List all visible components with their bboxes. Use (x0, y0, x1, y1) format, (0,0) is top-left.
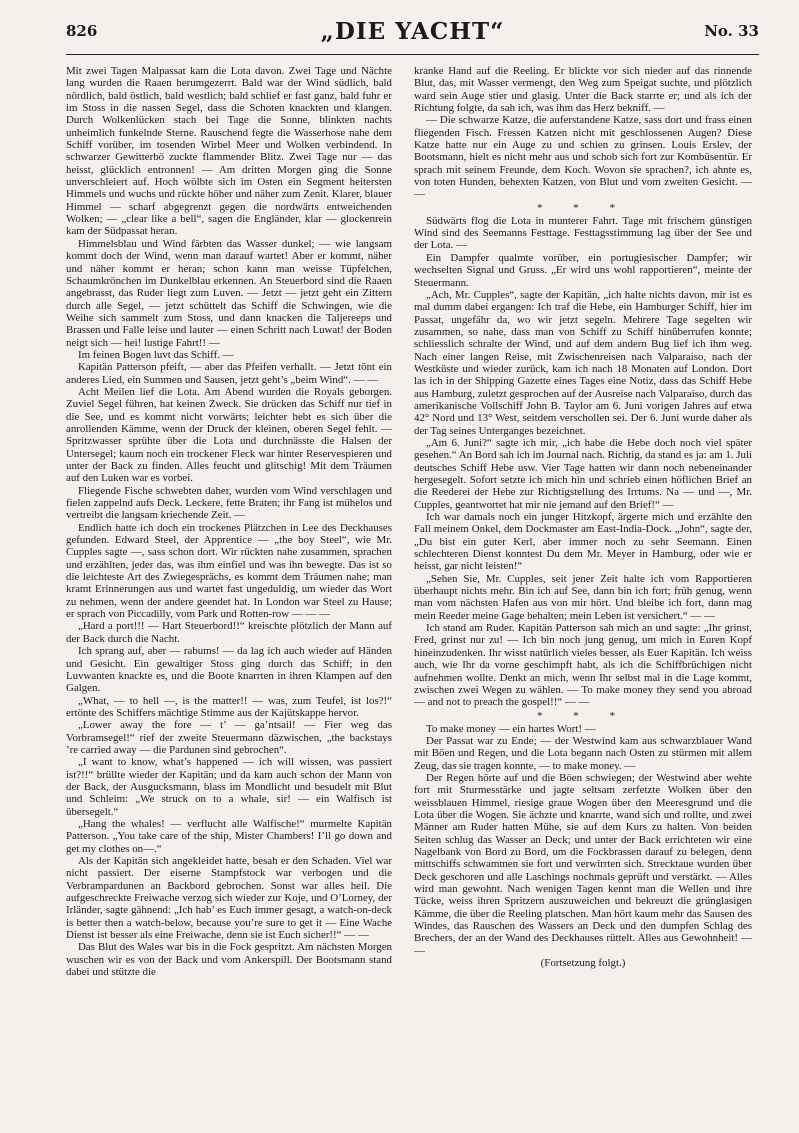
paragraph: To make money — ein hartes Wort! — (425, 722, 596, 735)
paragraph: Ein Dampfer qualmte vorüber, ein portugiesischer Dampfer; wir wechselten Signal und Gruss. „Er wird uns wohl rapportieren“, meinte der Steuermann. (414, 251, 752, 289)
paragraph: Ich sprang auf, aber — rabums! — da lag ich auch wieder auf Händen und Gesicht. Ein gewaltiger Stoss ging durch das Schiff; in den Luvwanten knackte es, und die Boote knarrten in ihren Klampen auf den Galgen. (66, 645, 392, 695)
paragraph: „What, — to hell —, is the matter!! — was, zum Teufel, ist los?!“ ertönte des Schiffers mächtige Stimme aus der Kajütskappe hervor. (66, 694, 392, 719)
section-divider: * * * (537, 201, 629, 214)
paragraph: „Am 6. Juni?“ sagte ich mir, „ich habe die Hebe doch noch viel später gesehen.“ An Bord sah ich im Journal nach. Richtig, da stand es ja: am 1. Juli deutsches Schiff Hebe usw. Vier Tage hatten wir dann noch nebeneinander hergesegelt. Sofort setzte ich mich hin und schrieb einen höflichen Brief an die Reederei der Hebe zur Richtigstellung des Irrtums. Na — und —, Mr. Cupples, geantwortet hat mir nie jemand auf den Brief!“ — (414, 436, 752, 511)
paragraph: „Hang the whales! — verflucht alle Walfische!“ murmelte Kapitän Patterson. „You take care of the ship, Mister Chambers! I’ll go down and get my clothes on—.“ (66, 817, 392, 855)
paragraph: „Hard a port!!! — Hart Steuerbord!!“ kreischte plötzlich der Mann auf der Back durch die Nacht. (66, 620, 392, 645)
paragraph: Der Passat war zu Ende; — der Westwind kam aus schwarzblauer Wand mit Böen und Regen, und die Lota begann nach Osten zu stürmen mit allem Zeug, das sie tragen konnte, — to make money. — (414, 734, 752, 772)
paragraph: kranke Hand auf die Reeling. Er blickte vor sich nieder auf das rinnende Blut, das, mit Wasser vermengt, den Weg zum Speigat suchte, und plötzlich ward sein Auge stier und glasig. Unter die Back starrte er; und als ich der Richtung folgte, da sah ich, was ihm das Herz bekniff. — (414, 65, 752, 115)
page-header (66, 18, 759, 55)
paragraph: Das Blut des Wales war bis in die Fock gespritzt. Am nächsten Morgen wuschen wir es von der Back und vom Ankerspill. Der Bootsmann stand dabei und stützte die (66, 941, 392, 979)
paragraph: Endlich hatte ich doch ein trockenes Plätzchen in Lee des Deckhauses gefunden. Edward Steel, der Apprentice — „the boy Steel“, wie Mr. Cupples sagte —, sass schon dort. Wir rückten nahe zusammen, sprachen und erzählten, jeder das, was ihm einfiel und was ihn bewegte. Das ist so die leichteste Art des Zwiegesprächs, es kommt dem Träumen nahe; man kramt Erinnerungen aus und wartet fast ungeduldig, um wieder das Wort zu nehmen, wenn der andere geendet hat. In London war Steel zu Hause; er sprach von Piccadilly, vom Park und Rotten-row — — — (66, 521, 392, 621)
paragraph: Ich war damals noch ein junger Hitzkopf, ärgerte mich und erzählte den Fall meinem Onkel, dem Dockmaster am East-India-Dock. „John“, sagte der, „Du bist ein guter Kerl, aber immer noch zu sehr Seemann. Einen schlechteren Dienst konntest Du dem Mr. Meyer in Hamburg, oder wie er heisst, gar nicht leisten!“ (414, 511, 752, 573)
paragraph: Fliegende Fische schwebten daher, wurden vom Wind verschlagen und fielen zappelnd aufs Deck. Leckere, fette Braten; ihr Fang ist mühelos und vertreibt die langsam kriechende Zeit. — (66, 484, 392, 522)
paragraph: Ich stand am Ruder. Kapitän Patterson sah mich an und sagte: „Ihr grinst, Fred, grinst nur zu! — Ich bin noch jung genug, um mich in Euren Kopf hineinzudenken. Ihr wisst natürlich vieles besser, als Euer Kapitän. Ich weiss auch, wie Ihr da vorne geschimpft habt, als ich die Schiffbrüchigen nicht aufnehmen wollte. Denkt an mich, wenn Ihr selbst mal in die Lage kommt, zwischen zwei Wegen zu wählen. — To make money they send you abroad — and not to preach the gospel!!“ — — (414, 622, 752, 709)
continuation-note: (Fortsetzung folgt.) (540, 957, 626, 970)
journal-title: „DIE YACHT“ (320, 18, 505, 45)
page-number: 826 (66, 22, 98, 40)
section-divider: * * * (537, 709, 629, 722)
paragraph: Im feinen Bogen luvt das Schiff. — (77, 348, 234, 361)
paragraph: „Ach, Mr. Cupples“, sagte der Kapitän, „ich halte nichts davon, mir ist es mal dumm dabei ergangen: Ich traf die Hebe, ein Hamburger Schiff, hier im Passat, ungefähr da, wo wir jetzt segeln. Mehrere Tage segelten wir zusammen, so nahe, dass man von Schiff zu Schiff hinüberrufen konnte; schliesslich schralte der Wind, und auf dem andern Bug lief ich ihm weg. Nach einer langen Reise, mit Zwischenreisen nach Valparaiso, nach der Westküste und wieder zurück, kam ich nach 18 Monaten auf London. Dort las ich in der Shipping Gazette eines Tages eine Notiz, dass das Schiff Hebe aus Hamburg, zuletzt gesprochen auf der Ausreise nach Valparaiso, durch das amerikanische Vollschiff John B. Taylor am 6. Juni vorigen Jahres auf etwa 42° Nord und 13° West, seitdem verschollen sei. Der 6. Juni wurde daher als der Tag seines Unterganges bezeichnet. (414, 288, 752, 437)
paragraph: Der Regen hörte auf und die Böen schwiegen; der Westwind aber wehte fort mit Sturmesstärke und jagte seltsam zerfetzte Wolken über den weissblauen Himmel, riesige graue Wogen über den Meeresgrund und die Lota über die Wogen. Sie ächzte und knarrte, wand sich und rollte, und zwei Männer am Ruder hatten Mühe, sie auf dem Kurs zu halten. Von beiden Seiten schlug das Wasser an Deck; und unter der Back errichteten wir eine Nagelbank von Bord zu Bord, um die Fockbrassen darauf zu belegen, denn mittschiffs schwammen sie fort und verwirrten sich. Strecktaue wurden über Deck geschoren und alle Laschings nochmals geprüft und verstärkt. — Alles wird man gewohnt. Nach wenigen Tagen kennt man die Wellen und ihre Tücke, weiss ihren Spritzern auszuweichen und bekreuzt die grünglasigen Kämme, die über die Reeling platschen. Man hört kaum mehr das Sausen des Windes, das Rauschen des Wassers an Deck und den dumpfen Schlag des Brechers, der an der Wand des Deckhauses rüttelt. Alles aus Gewohnheit! — — (414, 771, 752, 957)
paragraph: Als der Kapitän sich angekleidet hatte, besah er den Schaden. Viel war nicht passiert. Der eiserne Stampfstock war verbogen und die Verbrampardunen an Backbord gebrochen. Sonst war alles heil. Die aufgeschreckte Freiwache verzog sich wieder zur Koje, und O’Lorney, der Irländer, sagte gähnend: „Ich hab’ es Euch immer gesagt, a watch-on-deck is better then a watch-below, because you’re sure to get it — Eine Wache Dienst ist besser als eine Freiwache, denn sie ist Euch sicher!!“ — — (66, 855, 392, 942)
paragraph: Südwärts flog die Lota in munterer Fahrt. Tage mit frischem günstigen Wind sind des Seemanns Festtage. Festtagsstimmung lag über der See und der Lota. — (414, 214, 752, 252)
issue-number: No. 33 (704, 22, 759, 40)
paragraph: „Lower away the fore — t’ — ga’ntsail! — Fier weg das Vorbramsegel!“ rief der zweite Steuermann däzwischen, „the backstays ’re carried away — die Pardunen sind gebrochen“. (66, 719, 392, 756)
paragraph: „Sehen Sie, Mr. Cupples, seit jener Zeit halte ich vom Rapportieren überhaupt nichts mehr. Bin ich auf See, dann bin ich fort; früh genug, wenn man vom nächsten Hafen aus von mir hört. Und bleibe ich fort, dann mag mein Reeder meine Gage behalten; mein Leben ist versichert.“ — — (414, 572, 752, 622)
paragraph: Himmelsblau und Wind färbten das Wasser dunkel; — wie langsam kommt doch der Wind, wenn man darauf wartet! Aber er kommt, näher und näher kommt er heran; schon kann man weisse Tüpfelchen, Schaumkrönchen im Dunkelblau erkennen. An Steuerbord sind die Raaen angebrasst, das Ruder liegt zum Luven. — Jetzt — jetzt geht ein Zittern durch alle Segel, — jetzt schüttelt das Schiff die Schwingen, wie die Weihe sich sammelt zum Stoss, und dann knacken die Taljereeps und Brassen und Falle leise und lauter — einen Schritt nach Luwat! der Boden neigt sich — hei! lustige Fahrt!! — (66, 237, 392, 349)
paragraph: Acht Meilen lief die Lota. Am Abend wurden die Royals geborgen. Zuviel Segel führen, hat keinen Zweck. Sie drücken das Schiff nur tief in die See, und es kommt nicht vorwärts; leichter hebt es sich über die anrollenden Kämme, wenn der Druck der kleinen, oberen Segel fehlt. — Spritzwasser sprühte über die Lota und durchnässte die Halsen der Untersegel; kaum noch ein trockener Fleck war hinter Reservespieren und unter der Back zu finden. Alles feucht und glitschig! Mit dem Träumen auf den Luken war es vorbei. (66, 385, 392, 485)
right-column (414, 65, 752, 1115)
paragraph: Kapitän Patterson pfeift, — aber das Pfeifen verhallt. — Jetzt tönt ein anderes Lied, ein Summen und Sausen, jetzt geht’s „beim Wind“. — — (66, 361, 392, 386)
paragraph: Mit zwei Tagen Malpassat kam die Lota davon. Zwei Tage und Nächte lang wurden die Raaen herumgezerrt. Bald war der Wind südlich, bald nördlich, bald östlich, bald westlich; bald schlief er fast ganz, bald fuhr er im Stoss in die nassen Segel, dass die Schoten knackten und klangen. Durch Wolkenlücken stach bei Tage die Sonne, blinkten nachts unheimlich funkelnde Sterne. Rauschend fegte die Wasserhose nahe dem Schiff vorüber, im tosenden Wirbel Meer und Wolken verbindend. In schwarzer Gewitterbö zuckte flammender Blitz. Zwei Tage nur — das heisst, glücklich entronnen! — Am dritten Morgen ging die Sonne unverschleiert auf. Hoch wölbte sich im Osten ein Segment heitersten Himmels und wuchs und rückte höher und näher zum Zenit. Klarer, blauer Himmel — scharf abgegrenzt gegen die nordwärts entweichenden Wolken; — „clear like a bell“, sagen die Engländer, klar — glockenrein kam der Südpassat heran. (66, 65, 392, 238)
left-column (66, 65, 392, 1115)
paragraph: — Die schwarze Katze, die auferstandene Katze, sass dort und frass einen fliegenden Fisch. Fressen Katzen nicht mit geschlossenen Augen? Diese Katze hatte nur ein Auge zu und schien zu grinsen. Louis Erslev, der Bootsmann, hielt es nicht mehr aus und schob sich fort zur Kombüsentür. Er sprach mit seinem Freunde, dem Koch. Wovon sie sprachen?, ich ahnte es, von toten Hunden, behexten Katzen, von Blut und vom zweiten Gesicht. — — (414, 114, 752, 201)
paragraph: „I want to know, what’s happened — ich will wissen, was passiert ist?!!“ brüllte wieder der Kapitän; und da kam auch schon der Mann von der Back, der Ausgucksmann, blass im Mondlicht und besudelt mit Blut und Schleim: „We struck on to a whale, sir! — ein Walfisch ist übersegelt.“ (66, 756, 392, 818)
